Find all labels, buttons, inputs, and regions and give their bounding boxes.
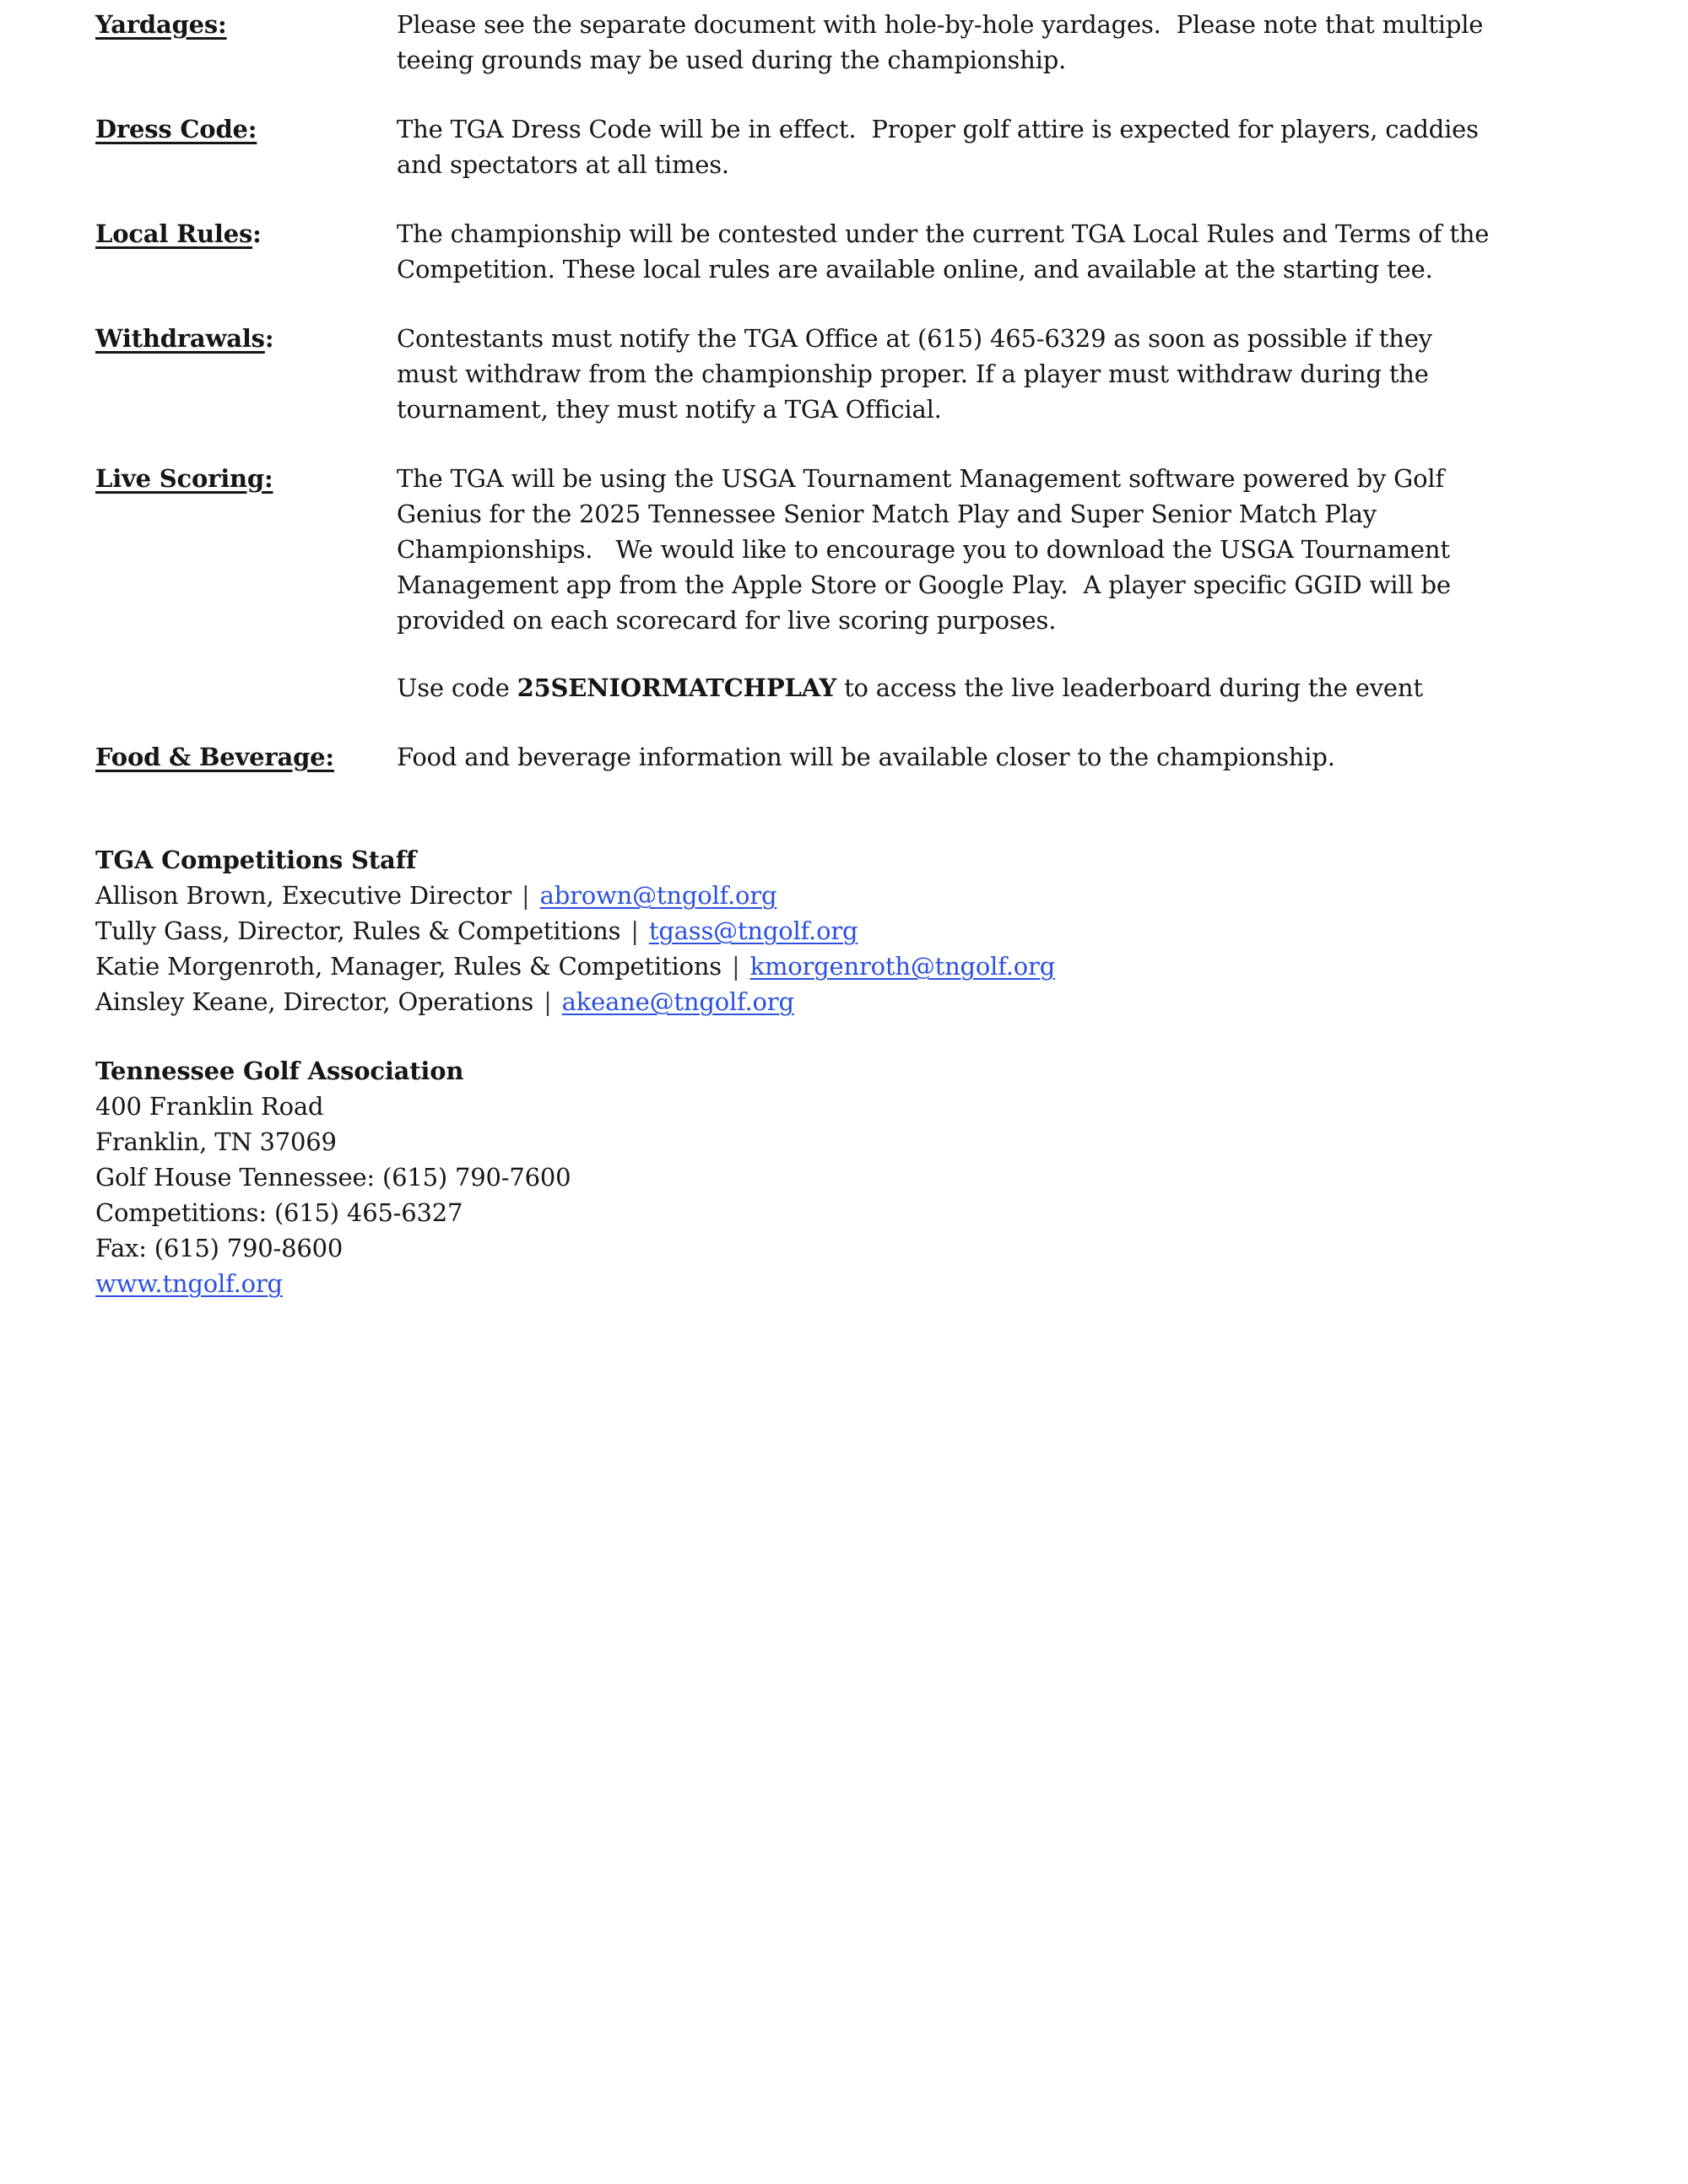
section-label-underlined: Live Scoring:	[95, 464, 273, 493]
staff-name-title: Ainsley Keane, Director, Operations	[95, 987, 534, 1016]
association-phone-line: Competitions: (615) 465-6327	[95, 1198, 463, 1227]
staff-row	[95, 949, 1595, 984]
paragraph-line: tournament, they must notify a TGA Official.	[397, 395, 942, 424]
section-body-live-scoring	[397, 461, 1595, 705]
association-phone-line: Golf House Tennessee: (615) 790-7600	[95, 1163, 571, 1192]
association-address-line: 400 Franklin Road	[95, 1092, 324, 1121]
paragraph-line: Championships. We would like to encourage you to download the USGA Tournament	[397, 535, 1450, 564]
section-label-colon: :	[252, 219, 262, 248]
paragraph-line: must withdraw from the championship proper. If a player must withdraw during the	[397, 359, 1429, 388]
section-label-colon: :	[264, 324, 274, 353]
paragraph-line: Contestants must notify the TGA Office at (615) 465-6329 as soon as possible if they	[397, 324, 1432, 353]
paragraph-line: and spectators at all times.	[397, 150, 729, 179]
section-withdrawals	[95, 321, 1595, 427]
section-dress-code	[95, 111, 1595, 182]
section-food-beverage	[95, 739, 1595, 775]
association-website-link[interactable]: www.tngolf.org	[95, 1269, 283, 1298]
section-label-dress-code	[95, 111, 397, 182]
staff-block	[95, 842, 1595, 1019]
paragraph-line: teeing grounds may be used during the championship.	[397, 46, 1067, 74]
paragraph-line: Please see the separate document with hole-by-hole yardages. Please note that multiple	[397, 10, 1484, 39]
pipe-separator: |	[522, 881, 530, 910]
section-body-food-beverage	[397, 739, 1595, 775]
staff-name-title: Katie Morgenroth, Manager, Rules & Competitions	[95, 952, 722, 981]
staff-email-link[interactable]: kmorgenroth@tngolf.org	[749, 952, 1056, 981]
staff-email-link[interactable]: tgass@tngolf.org	[648, 916, 858, 945]
paragraph-line: Management app from the Apple Store or Google Play. A player specific GGID will be	[397, 570, 1451, 599]
paragraph-line: Genius for the 2025 Tennessee Senior Match Play and Super Senior Match Play	[397, 500, 1377, 528]
staff-name-title: Allison Brown, Executive Director	[95, 881, 512, 910]
paragraph-line: provided on each scorecard for live scoring purposes.	[397, 606, 1057, 635]
association-fax-line: Fax: (615) 790-8600	[95, 1234, 344, 1262]
pipe-separator: |	[544, 987, 552, 1016]
association-block	[95, 1053, 1595, 1301]
section-label-food-beverage	[95, 739, 397, 775]
staff-heading: TGA Competitions Staff	[95, 846, 417, 874]
section-label-underlined: Yardages:	[95, 10, 227, 39]
section-body-withdrawals	[397, 321, 1595, 427]
staff-row	[95, 878, 1595, 913]
paragraph-line: The TGA Dress Code will be in effect. Proper golf attire is expected for players, caddies	[397, 115, 1479, 143]
section-label-withdrawals	[95, 321, 397, 427]
paragraph-line: Competition. These local rules are available online, and available at the starting tee.	[397, 255, 1433, 284]
section-body-dress-code	[397, 111, 1595, 182]
staff-row	[95, 913, 1595, 949]
section-label-underlined: Dress Code:	[95, 115, 257, 143]
paragraph-line: Food and beverage information will be available closer to the championship.	[397, 743, 1335, 771]
section-body-yardages	[397, 7, 1595, 78]
staff-row	[95, 984, 1595, 1019]
pipe-separator: |	[630, 916, 639, 945]
access-code: 25SENIORMATCHPLAY	[517, 673, 837, 702]
staff-email-link[interactable]: akeane@tngolf.org	[561, 987, 794, 1016]
staff-email-link[interactable]: abrown@tngolf.org	[539, 881, 777, 910]
section-label-yardages	[95, 7, 397, 78]
pipe-separator: |	[732, 952, 740, 981]
use-code-prefix: Use code	[397, 673, 517, 702]
section-label-underlined: Withdrawals	[95, 324, 265, 353]
section-label-underlined: Local Rules	[95, 219, 253, 248]
section-label-local-rules	[95, 216, 397, 287]
association-name: Tennessee Golf Association	[95, 1057, 464, 1085]
live-scoring-access-code-line	[397, 670, 1595, 705]
section-local-rules	[95, 216, 1595, 287]
paragraph-line: The championship will be contested under the current TGA Local Rules and Terms of the	[397, 219, 1490, 248]
section-body-local-rules	[397, 216, 1595, 287]
section-live-scoring	[95, 461, 1595, 705]
section-label-underlined: Food & Beverage:	[95, 743, 334, 771]
association-address-line: Franklin, TN 37069	[95, 1127, 337, 1156]
association-website-row	[95, 1266, 1595, 1301]
section-yardages	[95, 7, 1595, 78]
staff-name-title: Tully Gass, Director, Rules & Competitions	[95, 916, 621, 945]
paragraph-line: The TGA will be using the USGA Tournament Management software powered by Golf	[397, 464, 1444, 493]
use-code-suffix: to access the live leaderboard during the event	[836, 673, 1423, 702]
section-label-live-scoring	[95, 461, 397, 705]
